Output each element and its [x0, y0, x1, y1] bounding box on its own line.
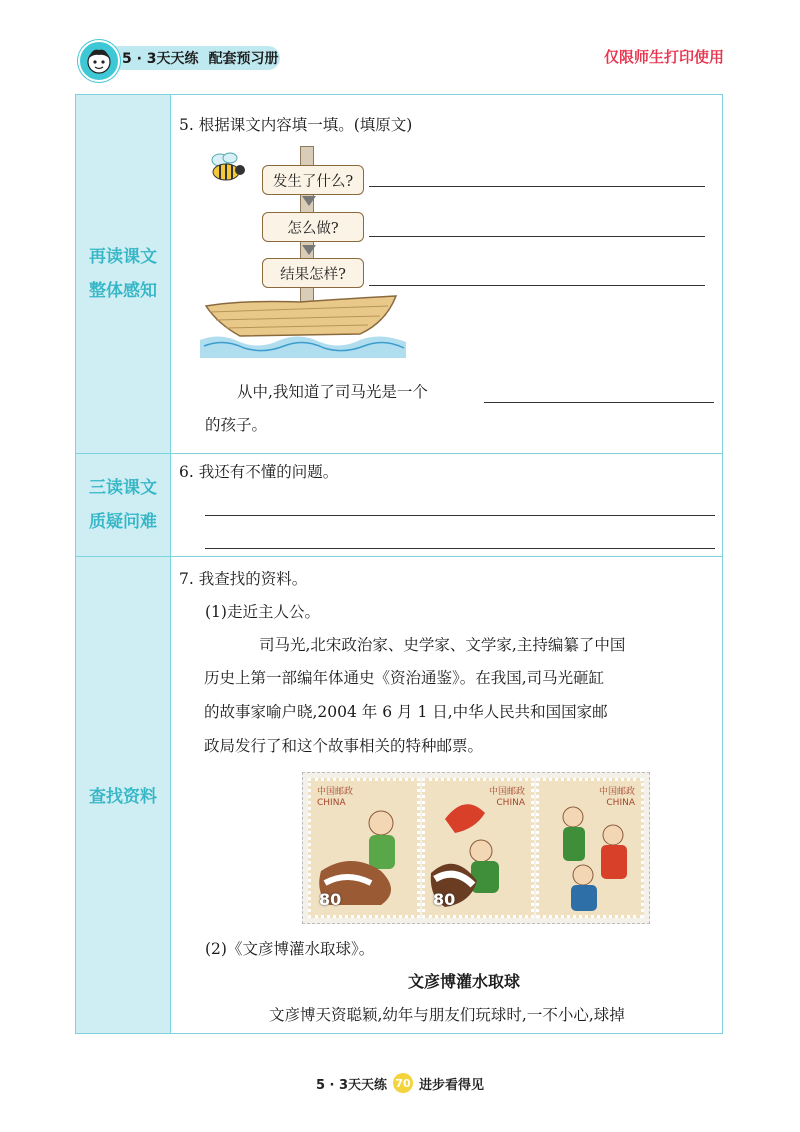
- answer-line[interactable]: [205, 515, 715, 516]
- q5-prompt: 5. 根据课文内容填一填。(填原文): [179, 116, 413, 134]
- stamp-country: 中国邮政: [317, 787, 354, 797]
- paragraph-line: 司马光,北宋政治家、史学家、文学家,主持编纂了中国: [259, 636, 626, 654]
- down-arrow-icon: [302, 245, 316, 255]
- q6-prompt: 6. 我还有不懂的问题。: [179, 463, 339, 481]
- paragraph-line: 历史上第一部编年体通史《资治通鉴》。在我国,司马光砸缸: [204, 669, 605, 687]
- stamp-country-latin: CHINA: [317, 798, 346, 808]
- q7-prompt: 7. 我查找的资料。: [179, 570, 308, 588]
- answer-line[interactable]: [369, 285, 705, 286]
- sign-result: 结果怎样?: [262, 258, 364, 288]
- header-banner: [102, 46, 280, 70]
- print-notice: 仅限师生打印使用: [603, 48, 724, 66]
- answer-line[interactable]: [205, 548, 715, 549]
- sign-what-done: 怎么做?: [262, 212, 364, 242]
- down-arrow-icon: [302, 196, 316, 206]
- q7-part1-title: (1)走近主人公。: [205, 603, 320, 621]
- section-label-line: 再读课文: [89, 247, 157, 267]
- paragraph-line: 政局发行了和这个故事相关的特种邮票。: [204, 737, 484, 755]
- sign-what-happened: 发生了什么?: [262, 165, 364, 195]
- section-label-line: 质疑问难: [89, 512, 157, 532]
- stamp-value: 80: [319, 890, 342, 909]
- section-label-line: 三读课文: [89, 478, 157, 498]
- footer-slogan: 进步看得见: [419, 1077, 485, 1093]
- stamp-country-latin: CHINA: [606, 798, 635, 808]
- header-series: 5 · 3天天练: [122, 51, 199, 67]
- mascot-logo: [78, 40, 120, 82]
- answer-line[interactable]: [369, 186, 705, 187]
- header-subtitle: 配套预习册: [208, 51, 279, 67]
- stamp: [536, 778, 644, 918]
- story-line: 文彦博天资聪颖,幼年与朋友们玩球时,一不小心,球掉: [269, 1006, 625, 1024]
- stamp: [308, 778, 420, 918]
- page-number: 70: [393, 1073, 413, 1093]
- mascot-face-icon: [84, 46, 114, 76]
- row-divider: [75, 453, 723, 454]
- section-label-line: 查找资料: [89, 787, 157, 807]
- section-label-line: 整体感知: [89, 281, 157, 301]
- stamp: [422, 778, 534, 918]
- footer-series: 5 · 3天天练: [315, 1077, 388, 1093]
- paragraph-line: 的故事家喻户晓,2004 年 6 月 1 日,中华人民共和国国家邮: [204, 703, 608, 721]
- q5-sentence-start: 从中,我知道了司马光是一个: [237, 383, 428, 401]
- row-divider: [75, 556, 723, 557]
- q7-part2-title: (2)《文彦博灌水取球》。: [205, 940, 375, 958]
- bee-icon: [204, 150, 250, 186]
- children-group-icon: [539, 795, 644, 915]
- stamp-value: 80: [433, 890, 456, 909]
- answer-line[interactable]: [484, 402, 714, 403]
- stamp-country: 中国邮政: [488, 787, 525, 797]
- page-footer: [0, 1073, 800, 1093]
- section-label-reread: [75, 240, 171, 308]
- stamp-country-latin: CHINA: [496, 798, 525, 808]
- q5-sentence-end: 的孩子。: [205, 416, 268, 434]
- section-label-research: [75, 780, 171, 814]
- stamp-country: 中国邮政: [598, 787, 635, 797]
- story-title: 文彦博灌水取球: [408, 972, 521, 991]
- section-label-questions: [75, 471, 171, 539]
- answer-line[interactable]: [369, 236, 705, 237]
- boat-illustration: [200, 292, 410, 362]
